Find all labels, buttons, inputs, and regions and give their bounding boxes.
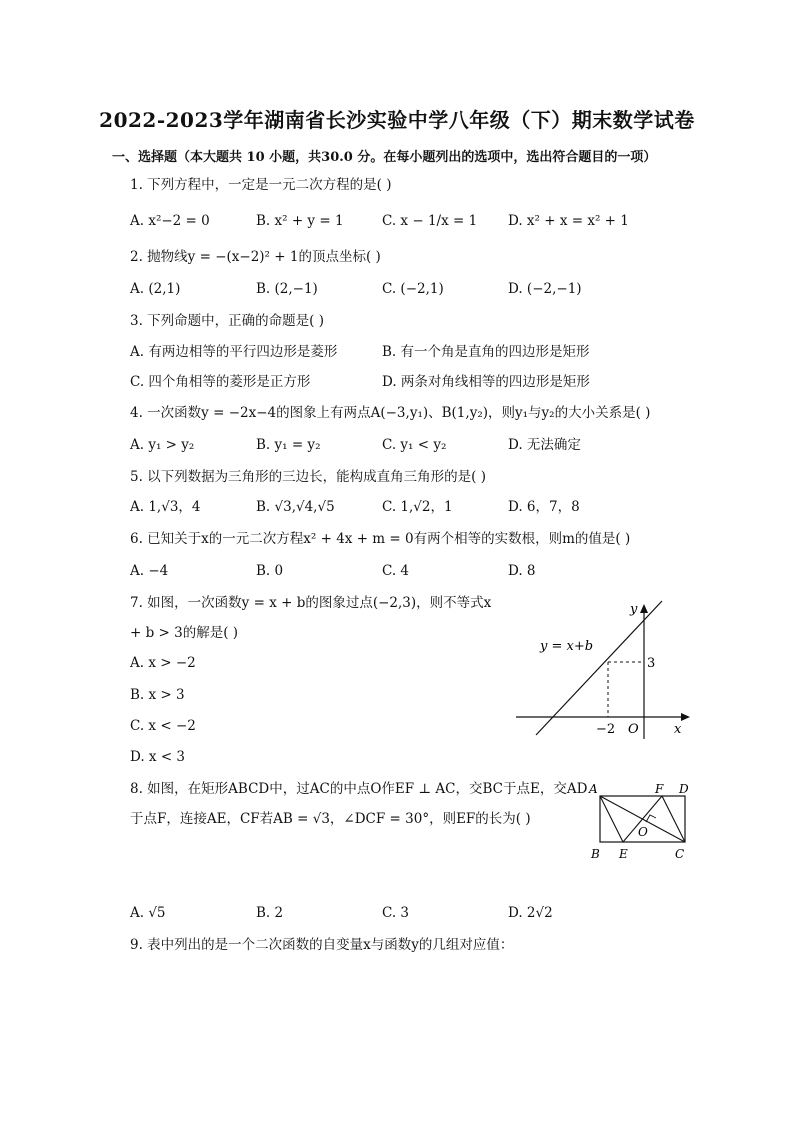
point-b-label: B (591, 847, 600, 861)
q2-option-a: A. (2,1) (130, 281, 181, 297)
x-axis-arrow-icon (681, 713, 690, 721)
q6-option-c: C. 4 (382, 563, 410, 579)
q4-option-a: A. y₁ > y₂ (130, 437, 195, 453)
q7-option-a: A. x > −2 (130, 655, 196, 671)
q8-option-d: D. 2√2 (508, 905, 553, 921)
question-9-stem: 9. 表中列出的是一个二次函数的自变量x与函数y的几组对应值： (130, 937, 514, 953)
q5-option-c: C. 1,√2，1 (382, 499, 453, 515)
q5-option-d: D. 6，7，8 (508, 499, 580, 515)
q6-option-b: B. 0 (256, 563, 284, 579)
point-a-label: A (589, 782, 598, 796)
section-heading: 一、选择题（本大题共 10 小题，共30.0 分。在每小题列出的选项中，选出符合题目的一项） (112, 150, 657, 165)
origin-label: O (628, 722, 639, 737)
question-1-stem: 1. 下列方程中，一定是一元二次方程的是( ) (130, 177, 392, 193)
question-5-stem: 5. 以下列数据为三角形的三边长，能构成直角三角形的是( ) (130, 469, 486, 485)
question-4-stem: 4. 一次函数y = −2x−4的图象上有两点A(−3,y₁)、B(1,y₂)，则y₁与y₂的大小关系是( ) (130, 405, 651, 421)
right-angle-mark (646, 815, 656, 822)
q3-option-a: A. 有两边相等的平行四边形是菱形 (130, 344, 338, 360)
q8-option-b: B. 2 (256, 905, 284, 921)
question-2-stem: 2. 抛物线y = −(x−2)² + 1的顶点坐标( ) (130, 249, 381, 265)
q6-option-a: A. −4 (130, 563, 169, 579)
point-c-label: C (675, 847, 685, 861)
point-d-label: D (679, 782, 689, 796)
q4-option-b: B. y₁ = y₂ (256, 437, 321, 453)
q2-option-b: B. (2,−1) (256, 281, 318, 297)
question-3-stem: 3. 下列命题中，正确的命题是( ) (130, 313, 324, 329)
q7-option-d: D. x < 3 (130, 749, 186, 765)
q7-option-c: C. x < −2 (130, 718, 196, 734)
q3-option-c: C. 四个角相等的菱形是正方形 (130, 374, 311, 390)
point-e-label: E (619, 847, 628, 861)
segment-ae (600, 796, 623, 842)
q4-option-c: C. y₁ < y₂ (382, 437, 447, 453)
q8-option-a: A. √5 (130, 905, 166, 921)
q1-option-b: B. x² + y = 1 (256, 213, 344, 229)
segment-cf (662, 796, 685, 842)
q5-option-a: A. 1,√3，4 (130, 499, 201, 515)
question-8-stem: 8. 如图，在矩形ABCD中，过AC的中点O作EF ⊥ AC，交BC于点E，交AD (130, 781, 588, 797)
figure-8-rectangle (585, 778, 705, 866)
q1-option-c: C. x − 1/x = 1 (382, 213, 478, 229)
point-f-label: F (655, 782, 664, 796)
q1-option-d: D. x² + x = x² + 1 (508, 213, 629, 229)
function-line (536, 601, 662, 735)
question-7-stem: 7. 如图，一次函数y = x + b的图象过点(−2,3)，则不等式x (130, 595, 492, 611)
q2-option-c: C. (−2,1) (382, 281, 444, 297)
q3-option-d: D. 两条对角线相等的四边形是矩形 (382, 374, 590, 390)
y-axis-label: y (630, 602, 638, 617)
q5-option-b: B. √3,√4,√5 (256, 499, 335, 515)
question-8-stem-cont: 于点F，连接AE，CF若AB = √3，∠DCF = 30°，则EF的长为( ) (130, 811, 531, 827)
question-6-stem: 6. 已知关于x的一元二次方程x² + 4x + m = 0有两个相等的实数根，则m的值是( ) (130, 531, 631, 547)
q4-option-d: D. 无法确定 (508, 437, 581, 453)
y-tick-label: 3 (647, 656, 656, 671)
q3-option-b: B. 有一个角是直角的四边形是矩形 (382, 344, 590, 360)
y-axis-arrow-icon (640, 604, 648, 613)
figure-7-graph (510, 595, 700, 745)
point-o-label: O (638, 825, 648, 839)
q2-option-d: D. (−2,−1) (508, 281, 582, 297)
q1-option-a: A. x²−2 = 0 (130, 213, 210, 229)
q6-option-d: D. 8 (508, 563, 536, 579)
q8-option-c: C. 3 (382, 905, 410, 921)
line-label: y = x+b (540, 639, 594, 654)
question-7-stem-cont: + b > 3的解是( ) (130, 625, 239, 641)
page-title: 2022-2023学年湖南省长沙实验中学八年级（下）期末数学试卷 (99, 108, 695, 132)
x-tick-label: −2 (596, 722, 616, 737)
x-axis-label: x (674, 722, 682, 737)
q7-option-b: B. x > 3 (130, 687, 185, 703)
